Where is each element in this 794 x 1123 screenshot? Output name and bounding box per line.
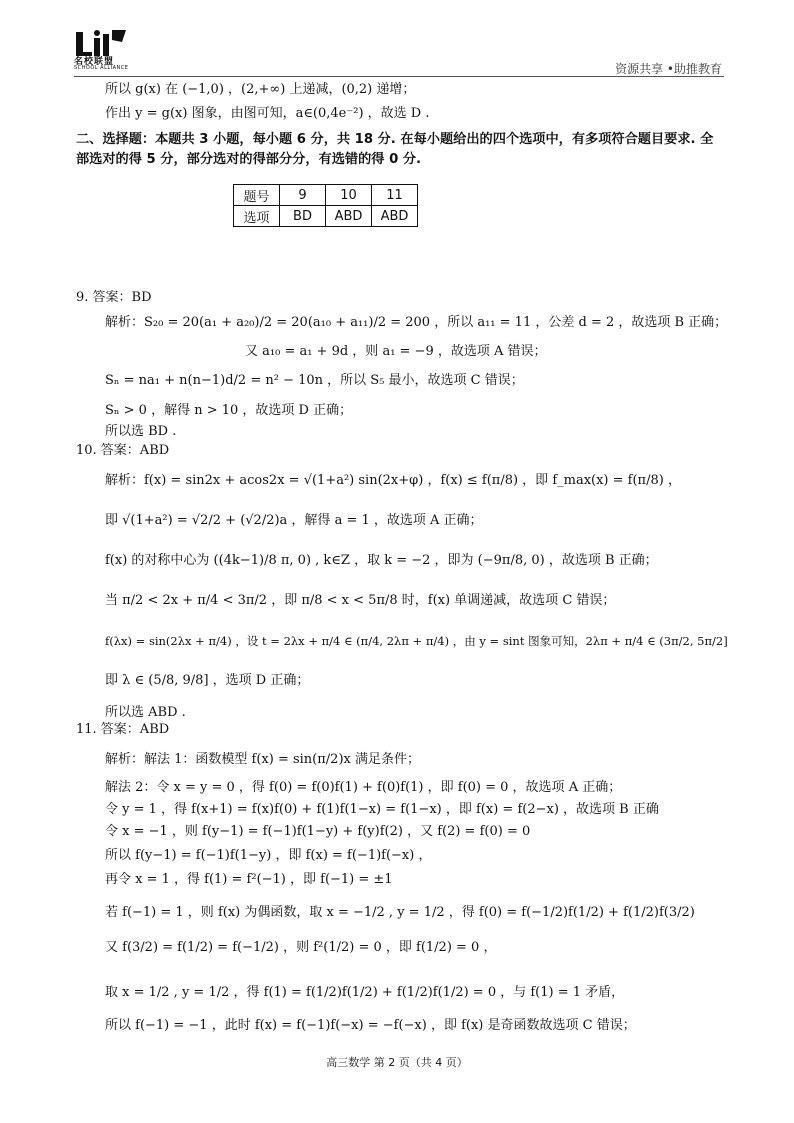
table-cell: BD	[280, 206, 326, 227]
q9-solution-line: Sₙ > 0 ，解得 n > 10 ，故选项 D 正确；	[105, 403, 353, 418]
table-cell: 题号	[234, 185, 280, 206]
q9-solution-line: Sₙ = na₁ + n(n−1)d/2 = n² − 10n ，所以 S₅ 最小，故选项 C 错误；	[105, 373, 524, 388]
answer-table-header-row	[234, 185, 418, 206]
answer-table-row	[234, 206, 418, 227]
q10-solution-line: 即 √(1+a²) = √2/2 + (√2/2)a ，解得 a = 1 ，故选项 A 正确；	[105, 513, 483, 528]
logo-chinese-name: 名校联盟	[74, 57, 115, 67]
q11-solution-line: 又 f(3/2) = f(1/2) = f(−1/2) ，则 f²(1/2) = 0 ，即 f(1/2) = 0 ，	[105, 940, 497, 955]
q11-solution-line: 令 y = 1 ，得 f(x+1) = f(x)f(0) + f(1)f(1−x) = f(1−x) ，即 f(x) = f(2−x) ，故选项 B 正确	[105, 802, 659, 817]
q11-solution-line: 解法 2：令 x = y = 0 ，得 f(0) = f(0)f(1) + f(0)f(1) ，即 f(0) = 0 ，故选项 A 正确；	[105, 780, 622, 795]
q9-conclusion: 所以选 BD .	[105, 424, 177, 439]
table-cell: ABD	[372, 206, 418, 227]
q10-solution-line: 解析：f(x) = sin2x + acos2x = √(1+a²) sin(2x+φ) ，f(x) ≤ f(π/8) ，即 f_max(x) = f(π/8) ，	[105, 473, 681, 488]
q11-solution-line: 所以 f(−1) = −1 ，此时 f(x) = f(−1)f(−x) = −f(−x) ，即 f(x) 是奇函数故选项 C 错误；	[105, 1018, 636, 1033]
q10-solution-line: 即 λ ∈ (5/8, 9/8] ，选项 D 正确；	[105, 673, 310, 688]
table-cell: 10	[326, 185, 372, 206]
section-heading-line-2: 部选对的得 5 分，部分选对的得部分分，有选错的得 0 分.	[76, 152, 422, 167]
q10-solution-line: f(x) 的对称中心为 ((4k−1)/8 π, 0) , k∈Z ，取 k = −2 ，即为 (−9π/8, 0) ，故选项 B 正确；	[105, 553, 658, 568]
table-cell: 9	[280, 185, 326, 206]
q11-answer: 11. 答案：ABD	[76, 722, 170, 737]
section-heading-line-1: 二、选择题：本题共 3 小题，每小题 6 分，共 18 分. 在每小题给出的四个选项中，有多项符合题目要求. 全	[76, 132, 714, 147]
page-footer: 高三数学 第 2 页（共 4 页）	[326, 1056, 468, 1069]
q10-conclusion: 所以选 ABD .	[105, 705, 186, 720]
answer-table	[233, 184, 418, 227]
q11-solution-line: 令 x = −1 ，则 f(y−1) = f(−1)f(1−y) + f(y)f(2) ，又 f(2) = f(0) = 0	[105, 824, 531, 839]
prev-solution-line-1: 所以 g(x) 在 (−1,0) ，(2,+∞) 上递减，(0,2) 递增；	[105, 82, 416, 97]
header-slogan: 资源共享 •助推教育	[615, 62, 722, 76]
logo-english-name: SCHOOL ALLIANCE	[74, 65, 129, 71]
table-cell: 选项	[234, 206, 280, 227]
q11-solution-line: 若 f(−1) = 1 ，则 f(x) 为偶函数，取 x = −1/2 , y = 1/2 ，得 f(0) = f(−1/2)f(1/2) + f(1/2)f(3/2)	[105, 905, 695, 920]
prev-solution-line-2: 作出 y = g(x) 图象，由图可知，a∈(0,4e⁻²) ，故选 D .	[105, 106, 430, 121]
q9-solution-line: 又 a₁₀ = a₁ + 9d ，则 a₁ = −9 ，故选项 A 错误；	[245, 344, 547, 359]
header-divider	[74, 76, 724, 77]
table-cell: 11	[372, 185, 418, 206]
q10-solution-line: f(λx) = sin(2λx + π/4) ，设 t = 2λx + π/4 ∈ (π/4, 2λπ + π/4) ，由 y = sint 图象可知，2λπ + π/4 ∈ (3π/2, 5π/2]	[105, 634, 728, 648]
q11-solution-line: 取 x = 1/2 , y = 1/2 ，得 f(1) = f(1/2)f(1/2) + f(1/2)f(1/2) = 0 ，与 f(1) = 1 矛盾，	[105, 985, 625, 1000]
q9-solution-line: 解析：S₂₀ = 20(a₁ + a₂₀)/2 = 20(a₁₀ + a₁₁)/2 = 200 ，所以 a₁₁ = 11 ，公差 d = 2 ，故选项 B 正确；	[105, 315, 728, 330]
q10-solution-line: 当 π/2 < 2x + π/4 < 3π/2 ，即 π/8 < x < 5π/8 时，f(x) 单调递减，故选项 C 错误；	[105, 593, 616, 608]
q11-solution-line: 解析：解法 1：函数模型 f(x) = sin(π/2)x 满足条件；	[105, 752, 420, 767]
q9-answer: 9. 答案：BD	[76, 290, 152, 305]
q11-solution-line: 所以 f(y−1) = f(−1)f(1−y) ，即 f(x) = f(−1)f(−x) ，	[105, 848, 432, 863]
q10-answer: 10. 答案：ABD	[76, 443, 170, 458]
table-cell: ABD	[326, 206, 372, 227]
q11-solution-line: 再令 x = 1 ，得 f(1) = f²(−1) ，即 f(−1) = ±1	[105, 872, 393, 887]
